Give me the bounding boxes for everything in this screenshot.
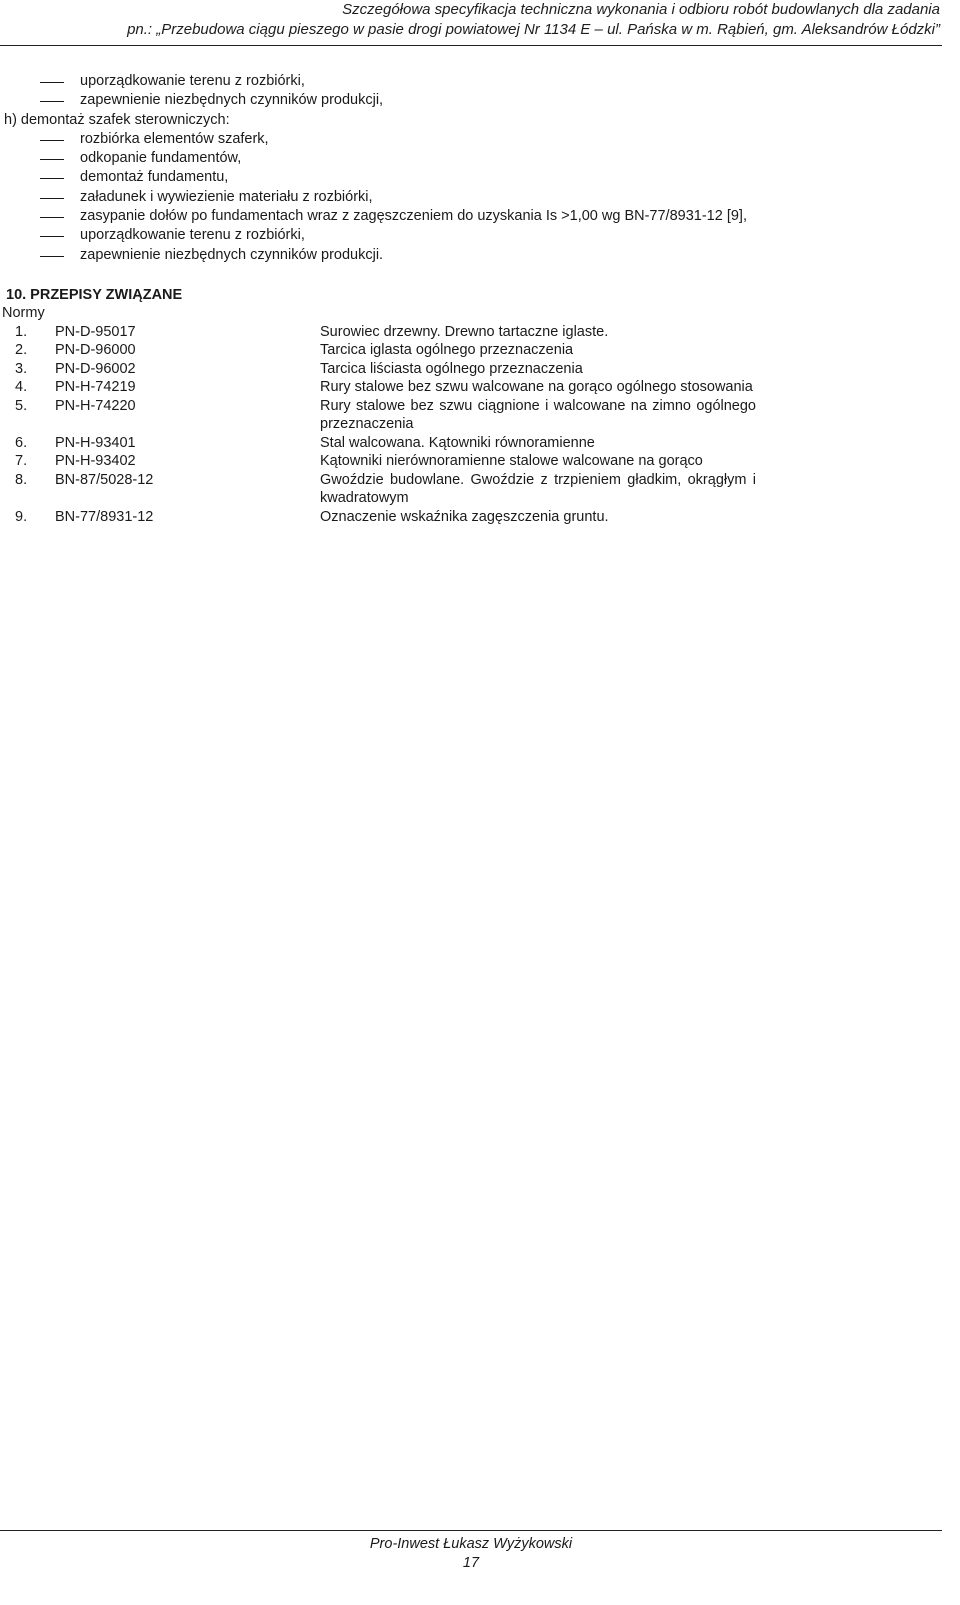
- page-header: [0, 0, 940, 40]
- norm-code: PN-H-93401: [55, 434, 136, 451]
- dash-bullet: [40, 198, 64, 199]
- norm-description: Gwoździe budowlane. Gwoździe z trzpieniem gładkim, okrągłym i kwadratowym: [320, 471, 756, 507]
- norm-description: Rury stalowe bez szwu ciągnione i walcowane na zimno ogólnego przeznaczenia: [320, 397, 756, 433]
- section-subtitle: Normy: [2, 304, 45, 321]
- norm-code: PN-H-74219: [55, 379, 136, 396]
- header-title-line2: pn.: „Przebudowa ciągu pieszego w pasie drogi powiatowej Nr 1134 E – ul. Pańska w m. Rąbień, gm. Aleksandrów Łódzki”: [127, 21, 940, 38]
- norm-code: PN-D-96002: [55, 360, 136, 377]
- norm-number: 2.: [15, 342, 28, 359]
- norm-row: [0, 323, 960, 342]
- norm-description: Kątowniki nierównoramienne stalowe walcowane na gorąco: [320, 453, 703, 470]
- norm-number: 5.: [15, 397, 28, 414]
- list-item: załadunek i wywiezienie materiału z rozbiórki,: [0, 188, 960, 207]
- list-item: zapewnienie niezbędnych czynników produkcji.: [0, 246, 960, 265]
- norm-row: [0, 397, 960, 434]
- list-item: zasypanie dołów po fundamentach wraz z zagęszczeniem do uzyskania Is >1,00 wg BN-77/8931-12 [9],: [0, 207, 960, 226]
- norm-number: 3.: [15, 360, 28, 377]
- norm-row: [0, 508, 960, 527]
- list-item: uporządkowanie terenu z rozbiórki,: [0, 72, 960, 91]
- list-item: odkopanie fundamentów,: [0, 149, 960, 168]
- norm-code: BN-77/8931-12: [55, 508, 154, 525]
- list-item: demontaż fundamentu,: [0, 168, 960, 187]
- norm-row: [0, 434, 960, 453]
- header-title-line1: Szczegółowa specyfikacja techniczna wykonania i odbioru robót budowlanych dla zadania: [342, 1, 940, 18]
- dash-bullet: [40, 159, 64, 160]
- norm-number: 4.: [15, 379, 28, 396]
- dash-bullet: [40, 178, 64, 179]
- norm-row: [0, 452, 960, 471]
- header-rule: [0, 45, 942, 46]
- norm-number: 1.: [15, 323, 28, 340]
- section-title: 10. PRZEPISY ZWIĄZANE: [6, 286, 183, 303]
- list-item: zapewnienie niezbędnych czynników produkcji,: [0, 91, 960, 110]
- footer-author: Pro-Inwest Łukasz Wyżykowski: [369, 1536, 573, 1552]
- dash-bullet: [40, 140, 64, 141]
- norm-code: PN-D-95017: [55, 323, 136, 340]
- norm-row: [0, 471, 960, 508]
- document-body: [0, 72, 960, 526]
- norm-row: [0, 341, 960, 360]
- page-number: 17: [462, 1555, 480, 1571]
- page-footer: [0, 1530, 942, 1573]
- dash-bullet: [40, 217, 64, 218]
- norm-row: [0, 378, 960, 397]
- norm-description: Rury stalowe bez szwu walcowane na gorąco ogólnego stosowania: [320, 379, 753, 396]
- norm-number: 7.: [15, 453, 28, 470]
- norm-code: PN-H-74220: [55, 397, 136, 414]
- list-item: rozbiórka elementów szaferk,: [0, 130, 960, 149]
- dash-bullet: [40, 256, 64, 257]
- subsection-heading: h) demontaż szafek sterowniczych:: [4, 111, 230, 128]
- dash-bullet: [40, 82, 64, 83]
- norm-description: Tarcica iglasta ogólnego przeznaczenia: [320, 342, 574, 359]
- norm-row: [0, 360, 960, 379]
- list-item: uporządkowanie terenu z rozbiórki,: [0, 226, 960, 245]
- dash-bullet: [40, 236, 64, 237]
- norm-number: 8.: [15, 471, 28, 488]
- norm-description: Surowiec drzewny. Drewno tartaczne iglaste.: [320, 323, 609, 340]
- norm-code: PN-H-93402: [55, 453, 136, 470]
- norm-number: 6.: [15, 434, 28, 451]
- dash-bullet: [40, 101, 64, 102]
- norm-code: PN-D-96000: [55, 342, 136, 359]
- norm-number: 9.: [15, 508, 28, 525]
- norm-description: Oznaczenie wskaźnika zagęszczenia gruntu.: [320, 508, 609, 525]
- norm-description: Tarcica liściasta ogólnego przeznaczenia: [320, 360, 583, 377]
- norm-code: BN-87/5028-12: [55, 471, 154, 488]
- norm-description: Stal walcowana. Kątowniki równoramienne: [320, 434, 595, 451]
